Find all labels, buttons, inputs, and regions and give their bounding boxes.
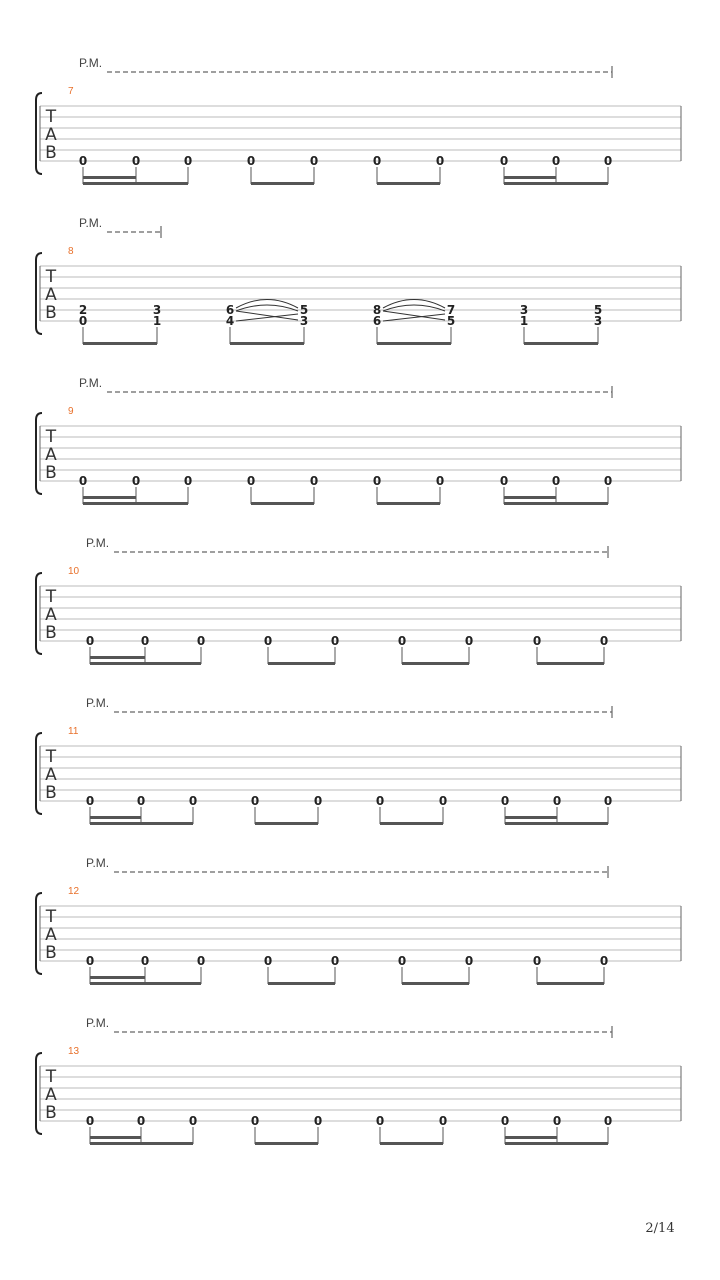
fret-number: 0 [196, 954, 206, 968]
tab-clef-letter: T [45, 107, 57, 127]
tab-clef-letter: B [45, 623, 57, 643]
tab-clef-letter: A [45, 285, 57, 305]
fret-number: 0 [464, 954, 474, 968]
beam [380, 1142, 443, 1145]
fret-number: 0 [85, 634, 95, 648]
fret-number: 3 [299, 314, 309, 328]
palm-mute-label: P.M. [86, 1016, 110, 1030]
palm-mute-label: P.M. [79, 376, 103, 390]
measure-number: 12 [68, 886, 80, 897]
fret-number: 5 [299, 303, 309, 317]
fret-number: 6 [372, 314, 382, 328]
beam [255, 822, 318, 825]
fret-number: 0 [140, 954, 150, 968]
fret-number: 0 [250, 1114, 260, 1128]
measure-number: 13 [68, 1046, 80, 1057]
beam [268, 662, 335, 665]
tab-clef-letter: A [45, 925, 57, 945]
beam [504, 182, 608, 185]
page-number: 2/14 [645, 1221, 675, 1236]
tab-clef-letter: B [45, 303, 57, 323]
beam [268, 982, 335, 985]
measure-number: 10 [68, 566, 80, 577]
fret-number: 0 [263, 954, 273, 968]
tab-clef-letter: A [45, 605, 57, 625]
tab-system-13 [36, 1016, 681, 1145]
fret-number: 0 [603, 1114, 613, 1128]
fret-number: 0 [375, 794, 385, 808]
beam [90, 822, 193, 825]
tab-clef-letter: A [45, 765, 57, 785]
beam [524, 342, 598, 345]
fret-number: 0 [183, 474, 193, 488]
fret-number: 0 [499, 474, 509, 488]
fret-number: 0 [438, 794, 448, 808]
beam [90, 982, 201, 985]
tab-clef-letter: B [45, 463, 57, 483]
fret-number: 0 [603, 474, 613, 488]
fret-number: 0 [313, 1114, 323, 1128]
fret-number: 5 [446, 314, 456, 328]
fret-number: 4 [225, 314, 235, 328]
secondary-beam [90, 816, 141, 819]
palm-mute-label: P.M. [86, 696, 110, 710]
fret-number: 1 [519, 314, 529, 328]
measure-number: 8 [68, 246, 74, 257]
tab-system-10 [36, 536, 681, 665]
fret-number: 0 [78, 314, 88, 328]
secondary-beam [505, 1136, 557, 1139]
fret-number: 0 [313, 794, 323, 808]
fret-number: 8 [372, 303, 382, 317]
system-bracket [36, 573, 42, 654]
fret-number: 0 [603, 794, 613, 808]
beam [377, 342, 451, 345]
fret-number: 0 [140, 634, 150, 648]
fret-number: 0 [599, 954, 609, 968]
slur-arc [236, 300, 298, 309]
palm-mute-label: P.M. [86, 536, 110, 550]
fret-number: 3 [519, 303, 529, 317]
tab-clef-letter: T [45, 907, 57, 927]
measure-number: 11 [68, 726, 79, 737]
beam [377, 182, 440, 185]
tab-clef-letter: B [45, 783, 57, 803]
tab-clef-letter: T [45, 267, 57, 287]
fret-number: 2 [78, 303, 88, 317]
fret-number: 0 [196, 634, 206, 648]
system-bracket [36, 93, 42, 174]
beam [537, 662, 604, 665]
fret-number: 0 [499, 154, 509, 168]
secondary-beam [90, 976, 145, 979]
secondary-beam [504, 496, 556, 499]
beam [377, 502, 440, 505]
fret-number: 0 [263, 634, 273, 648]
tab-system-11 [36, 696, 681, 825]
fret-number: 0 [397, 954, 407, 968]
tab-clef-letter: T [45, 427, 57, 447]
secondary-beam [505, 816, 557, 819]
beam [230, 342, 304, 345]
tab-clef-letter: A [45, 125, 57, 145]
fret-number: 0 [603, 154, 613, 168]
secondary-beam [83, 176, 136, 179]
fret-number: 0 [397, 634, 407, 648]
fret-number: 0 [188, 1114, 198, 1128]
system-bracket [36, 893, 42, 974]
system-bracket [36, 733, 42, 814]
fret-number: 0 [250, 794, 260, 808]
fret-number: 0 [85, 954, 95, 968]
system-bracket [36, 1053, 42, 1134]
system-bracket [36, 413, 42, 494]
fret-number: 0 [464, 634, 474, 648]
fret-number: 0 [246, 474, 256, 488]
system-bracket [36, 253, 42, 334]
tab-clef-letter: T [45, 587, 57, 607]
fret-number: 0 [532, 954, 542, 968]
fret-number: 0 [188, 794, 198, 808]
tab-system-7 [36, 56, 681, 185]
fret-number: 0 [78, 154, 88, 168]
beam [90, 662, 201, 665]
measure-number: 7 [68, 86, 74, 97]
secondary-beam [83, 496, 136, 499]
palm-mute-label: P.M. [79, 216, 103, 230]
fret-number: 0 [136, 794, 146, 808]
tab-system-9 [36, 376, 681, 505]
tab-system-12 [36, 856, 681, 985]
fret-number: 5 [593, 303, 603, 317]
beam [90, 1142, 193, 1145]
fret-number: 0 [246, 154, 256, 168]
fret-number: 0 [309, 474, 319, 488]
secondary-beam [90, 1136, 141, 1139]
beam [402, 982, 469, 985]
beam [402, 662, 469, 665]
fret-number: 0 [500, 794, 510, 808]
fret-number: 0 [131, 474, 141, 488]
fret-number: 0 [131, 154, 141, 168]
fret-number: 7 [446, 303, 456, 317]
fret-number: 0 [85, 794, 95, 808]
tab-clef-letter: A [45, 1085, 57, 1105]
fret-number: 0 [78, 474, 88, 488]
fret-number: 0 [552, 794, 562, 808]
beam [505, 1142, 608, 1145]
fret-number: 0 [532, 634, 542, 648]
fret-number: 0 [330, 634, 340, 648]
fret-number: 3 [152, 303, 162, 317]
tab-clef-letter: A [45, 445, 57, 465]
beam [83, 182, 188, 185]
measure-number: 9 [68, 406, 74, 417]
palm-mute-label: P.M. [86, 856, 110, 870]
fret-number: 6 [225, 303, 235, 317]
beam [251, 502, 314, 505]
beam [83, 342, 157, 345]
fret-number: 0 [183, 154, 193, 168]
fret-number: 0 [372, 474, 382, 488]
beam [380, 822, 443, 825]
beam [537, 982, 604, 985]
tab-clef-letter: T [45, 747, 57, 767]
fret-number: 1 [152, 314, 162, 328]
tab-clef-letter: T [45, 1067, 57, 1087]
tab-system-8 [36, 216, 681, 345]
slur-arc [383, 300, 445, 309]
secondary-beam [504, 176, 556, 179]
beam [504, 502, 608, 505]
beam [505, 822, 608, 825]
tab-clef-letter: B [45, 143, 57, 163]
fret-number: 0 [500, 1114, 510, 1128]
palm-mute-label: P.M. [79, 56, 103, 70]
fret-number: 0 [372, 154, 382, 168]
fret-number: 0 [330, 954, 340, 968]
fret-number: 0 [551, 154, 561, 168]
fret-number: 0 [136, 1114, 146, 1128]
fret-number: 0 [435, 474, 445, 488]
fret-number: 0 [375, 1114, 385, 1128]
fret-number: 0 [438, 1114, 448, 1128]
tab-clef-letter: B [45, 1103, 57, 1123]
beam [251, 182, 314, 185]
fret-number: 0 [435, 154, 445, 168]
fret-number: 0 [551, 474, 561, 488]
beam [255, 1142, 318, 1145]
beam [83, 502, 188, 505]
secondary-beam [90, 656, 145, 659]
fret-number: 0 [552, 1114, 562, 1128]
fret-number: 0 [85, 1114, 95, 1128]
fret-number: 0 [599, 634, 609, 648]
fret-number: 0 [309, 154, 319, 168]
tab-clef-letter: B [45, 943, 57, 963]
fret-number: 3 [593, 314, 603, 328]
